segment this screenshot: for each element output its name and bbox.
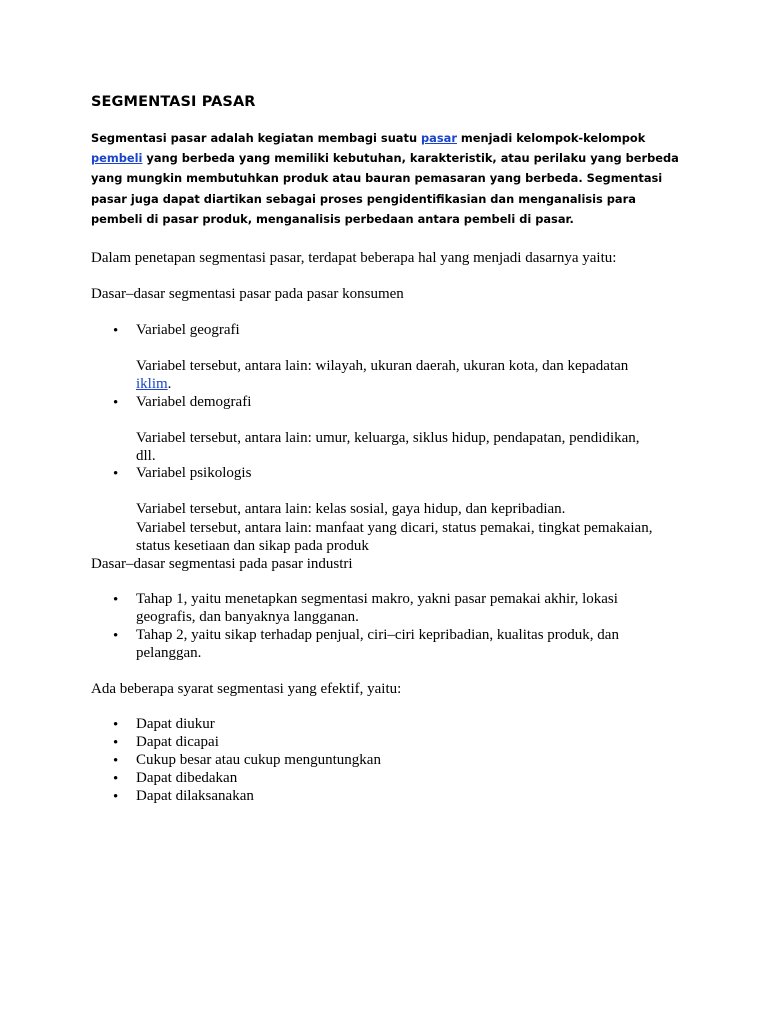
geografi-text: Variabel tersebut, antara lain: wilayah, ukuran daerah, ukuran kota, dan kepadatan [136,358,629,374]
list-item-tahap-1: Tahap 1, yaitu menetapkan segmentasi makro, yakni pasar pemakai akhir, lokasi geografis, dan banyaknya langganan. [136,591,618,625]
list-item-syarat: Cukup besar atau cukup menguntungkan [136,752,381,768]
syarat-heading: Ada beberapa syarat segmentasi yang efektif, yaitu: [91,681,402,697]
bullet: • [113,717,119,733]
bullet: • [113,395,119,411]
intro-text-1: Segmentasi pasar adalah kegiatan membagi suatu [91,131,422,145]
psikologis-description-1: Variabel tersebut, antara lain: kelas sosial, gaya hidup, dan kepribadian. [136,501,566,517]
bullet: • [113,789,119,805]
intro-text-2: menjadi kelompok-kelompok [456,131,646,145]
bullet: • [113,323,119,339]
link-pasar[interactable]: pasar [421,131,457,145]
industri-heading: Dasar–dasar segmentasi pada pasar industri [91,556,353,572]
list-item-syarat: Dapat diukur [136,716,215,732]
bullet: • [113,771,119,787]
bullet: • [113,753,119,769]
konsumen-heading: Dasar–dasar segmentasi pasar pada pasar konsumen [91,286,404,302]
list-item-demografi: Variabel demografi [136,394,252,410]
intro-paragraph [91,128,691,229]
geografi-end: . [167,376,172,392]
link-pembeli[interactable]: pembeli [91,151,143,166]
list-item-syarat: Dapat dibedakan [136,770,238,786]
list-item-syarat: Dapat dicapai [136,734,219,750]
demografi-description: Variabel tersebut, antara lain: umur, keluarga, siklus hidup, pendapatan, pendidikan, dll. [136,430,640,464]
geografi-description [136,357,656,393]
intro-text-3: yang berbeda yang memiliki kebutuhan, karakteristik, atau perilaku yang berbeda yang mungkin membutuhkan produk atau bauran pemasaran yang berbeda. Segmentasi pasar juga dapat diartikan sebagai proses pengidentifikasian dan menganalisis para pembeli di pasar produk, menganalisis perbedaan antara pembeli di pasar. [91,151,679,226]
document-title: SEGMENTASI PASAR [91,94,256,110]
list-item-syarat: Dapat dilaksanakan [136,788,254,804]
bullet: • [113,735,119,751]
list-item-psikologis: Variabel psikologis [136,465,252,481]
link-iklim[interactable]: iklim [136,376,168,392]
list-item-geografi: Variabel geografi [136,322,240,338]
bullet: • [113,592,119,608]
bullet: • [113,466,119,482]
list-item-tahap-2: Tahap 2, yaitu sikap terhadap penjual, ciri–ciri kepribadian, kualitas produk, dan pelanggan. [136,627,619,661]
dasar-paragraph: Dalam penetapan segmentasi pasar, terdapat beberapa hal yang menjadi dasarnya yaitu: [91,250,617,266]
bullet: • [113,628,119,644]
psikologis-description-2: Variabel tersebut, antara lain: manfaat yang dicari, status pemakai, tingkat pemakaian, status kesetiaan dan sikap pada produk [136,520,653,554]
